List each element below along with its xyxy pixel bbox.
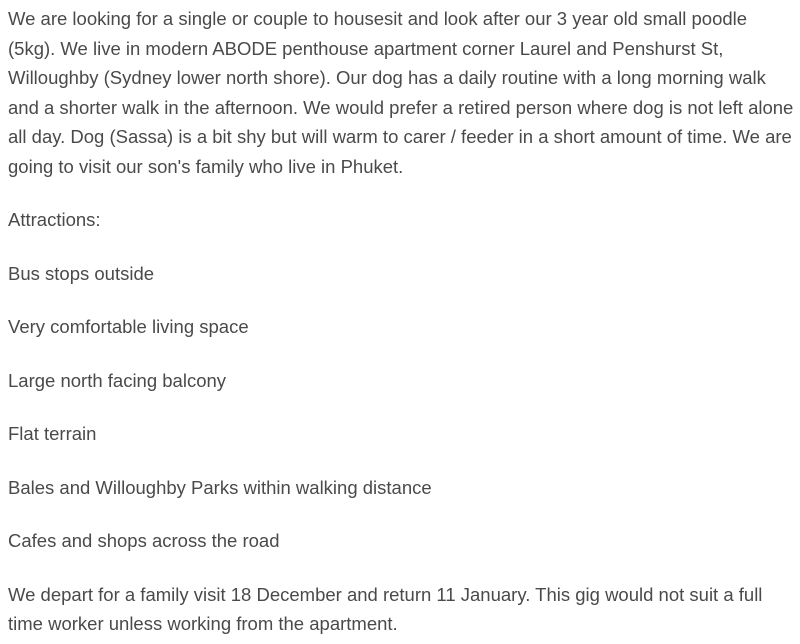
intro-paragraph: We are looking for a single or couple to housesit and look after our 3 year old small poodle (5kg). We live in modern ABODE penthouse apartment corner Laurel and Penshurst St, Willoughby (Sydney lower north shore). Our dog has a daily routine with a long morning walk and a shorter walk in the afternoon. We would prefer a retired person where dog is not left alone all day. Dog (Sassa) is a bit shy but will warm to carer / feeder in a short amount of time. We are going to visit our son's family who live in Phuket. xyxy=(8,8,794,177)
attraction-item: Bus stops outside xyxy=(8,262,155,284)
attractions-heading: Attractions: xyxy=(8,209,101,230)
closing-paragraph: We depart for a family visit 18 December and return 11 January. This gig would not suit a full time worker unless working from the apartment. xyxy=(8,583,763,634)
attraction-item: Very comfortable living space xyxy=(8,316,249,337)
attraction-item: Cafes and shops across the road xyxy=(8,530,280,551)
attraction-item: Flat terrain xyxy=(8,423,97,444)
attraction-item: Large north facing balcony xyxy=(8,369,227,391)
attraction-item: Bales and Willoughby Parks within walking distance xyxy=(8,476,432,498)
